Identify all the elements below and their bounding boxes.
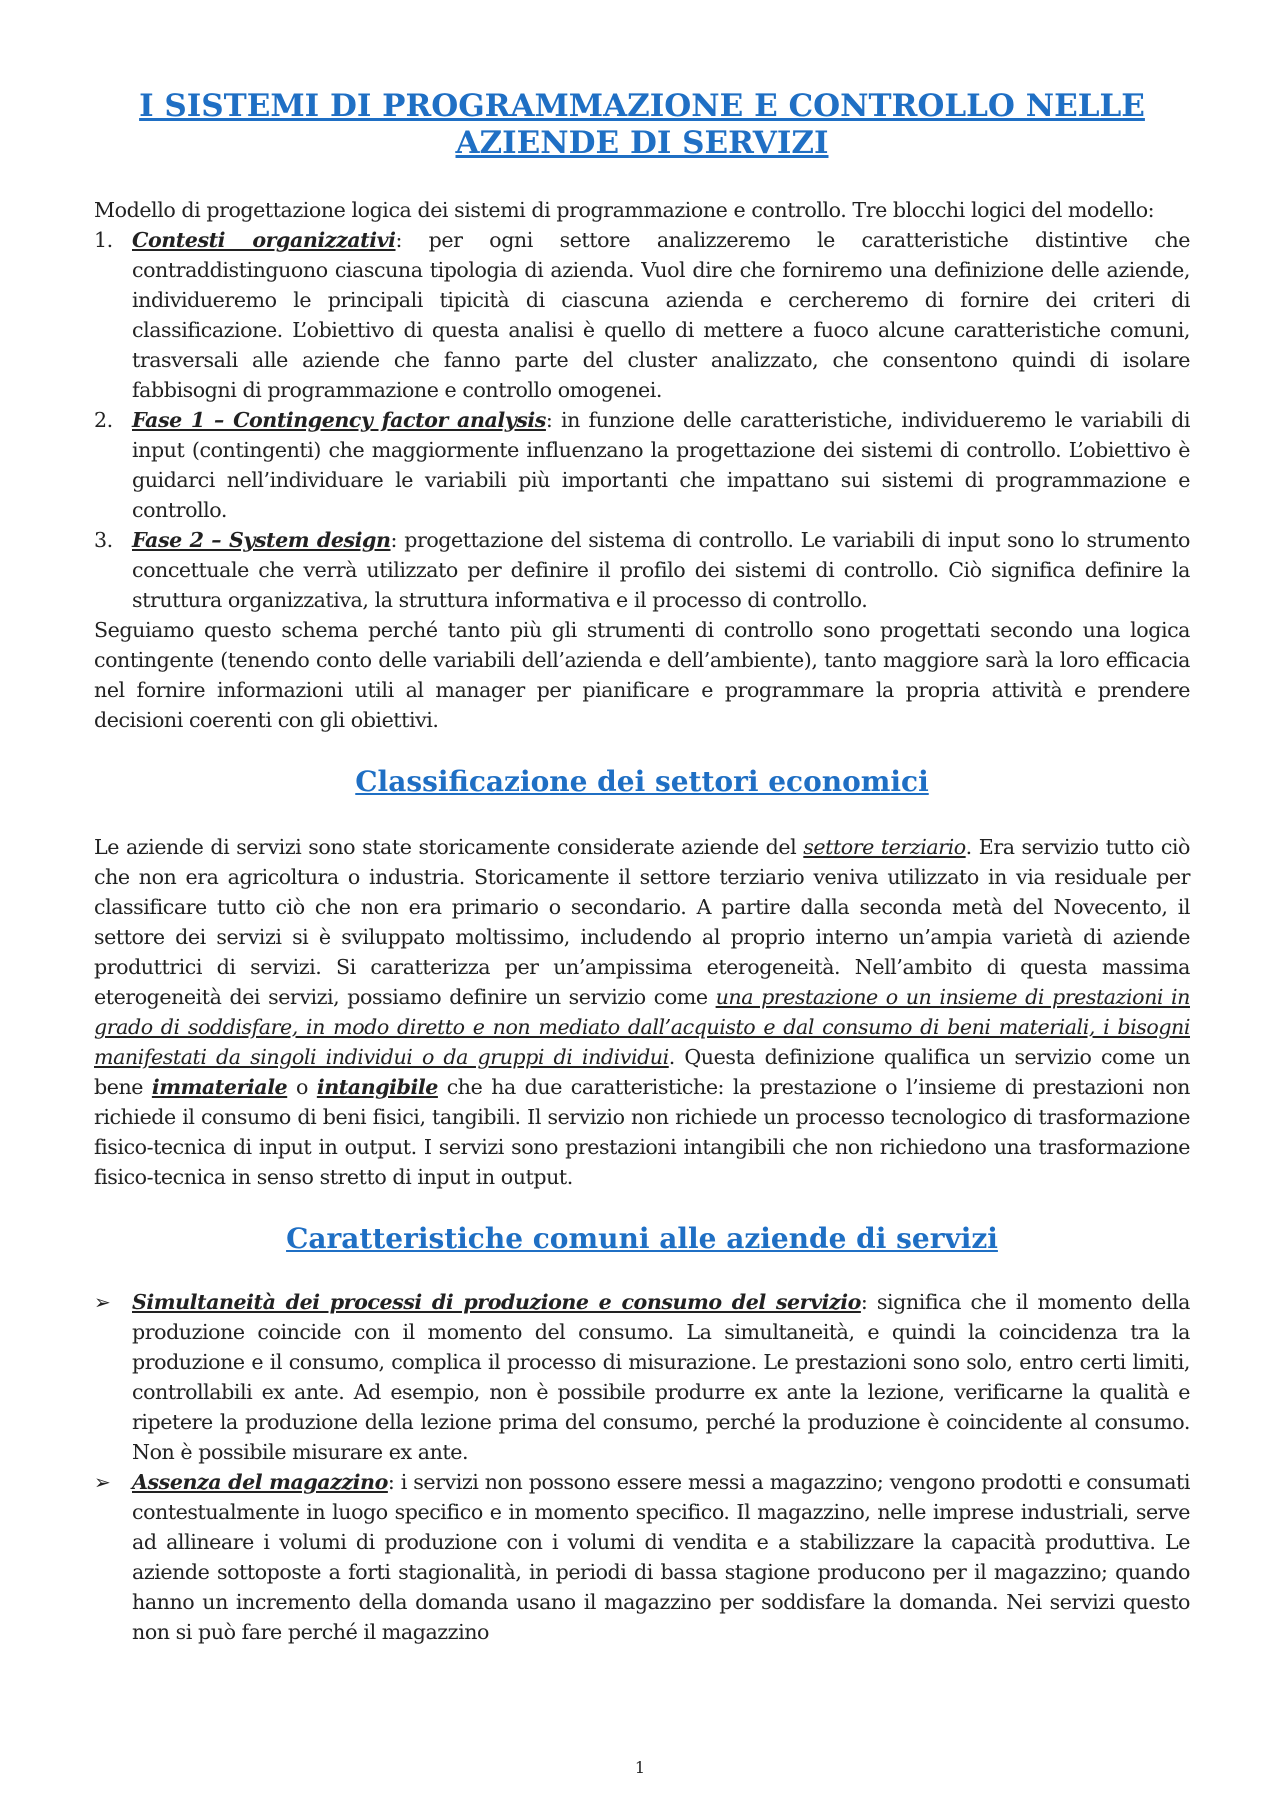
list-term: Contesti organizzativi (132, 228, 396, 252)
text-run: Le aziende di servizi sono state storicamente considerate aziende del (94, 835, 804, 859)
list-item (94, 405, 1190, 525)
schema-paragraph: Seguiamo questo schema perché tanto più gli strumenti di controllo sono progettati secondo una logica contingente (tenendo conto delle variabili dell’azienda e dell’ambiente), tanto maggiore sarà la loro efficacia nel fornire informazioni utili al manager per pianificare e programmare la propria attività e prendere decisioni coerenti con gli obiettivi. (94, 618, 1190, 732)
list-term: Simultaneità dei processi di produzione e consumo del servizio (132, 1290, 861, 1314)
text-run: . Questa definizione qualifica un servizio come un bene (94, 1045, 1191, 1099)
classification-paragraph (94, 832, 1190, 1192)
document-title: I SISTEMI DI PROGRAMMAZIONE E CONTROLLO NELLE AZIENDE DI SERVIZI (139, 88, 1145, 161)
section-heading-classificazione: Classificazione dei settori economici (355, 765, 929, 798)
arrow-bullet-icon: ➢ (94, 1290, 111, 1314)
text-run: . Era servizio tutto ciò che non era agricoltura o industria. Storicamente il settore terziario veniva utilizzato in via residuale per classificare tutto ciò che non era primario o secondario. A partire dalla seconda metà del Novecento, il settore dei servizi si è sviluppato moltissimo, includendo al proprio interno un’ampia varietà di aziende produttrici di servizi. Si caratterizza per un’ampissima eterogeneità. Nell’ambito di questa massima eterogeneità dei servizi, possiamo definire un servizio come (94, 835, 1191, 1009)
page-number: 1 (634, 1758, 646, 1777)
list-number: 2. (94, 408, 113, 432)
list-text: : i servizi non possono essere messi a magazzino; vengono prodotti e consumati contestualmente in luogo specifico e in momento specifico. Il magazzino, nelle imprese industriali, serve ad allineare i volumi di produzione con i volumi di vendita e a stabilizzare la capacità produttiva. Le aziende sottoposte a forti stagionalità, in periodi di bassa stagione producono per il magazzino; quando hanno un incremento della domanda usano il magazzino per soddisfare la domanda. Nei servizi questo non si può fare perché il magazzino (132, 1470, 1190, 1644)
list-term: Fase 2 – System design (132, 528, 391, 552)
service-definition: una prestazione o un insieme di prestazioni in grado di soddisfare, in modo diretto e non mediato dall’acquisto e dal consumo di beni materiali, i bisogni manifestati da singoli individui o da gruppi di individui (94, 985, 1190, 1069)
page-content (94, 88, 1190, 1647)
list-number: 3. (94, 528, 113, 552)
intangibile-term: intangibile (316, 1075, 438, 1099)
list-item (94, 1287, 1190, 1467)
arrow-bullet-icon: ➢ (94, 1470, 111, 1494)
immateriale-term: immateriale (151, 1075, 288, 1099)
list-item (94, 225, 1190, 405)
list-text: : progettazione del sistema di controllo. Le variabili di input sono lo strumento concettuale che verrà utilizzato per definire il profilo dei sistemi di controllo. Ciò significa definire la struttura organizzativa, la struttura informativa e il processo di controllo. (132, 528, 1191, 612)
list-text: : per ogni settore analizzeremo le caratteristiche distintive che contraddistinguono ciascuna tipologia di azienda. Vuol dire che forniremo una definizione delle aziende, individueremo le principali tipicità di ciascuna azienda e cercheremo di fornire dei criteri di classificazione. L’obiettivo di questa analisi è quello di mettere a fuoco alcune caratteristiche comuni, trasversali alle aziende che fanno parte del cluster analizzato, che consentono quindi di isolare fabbisogni di programmazione e controllo omogenei. (132, 228, 1190, 402)
list-text: : significa che il momento della produzione coincide con il momento del consumo. La simultaneità, e quindi la coincidenza tra la produzione e il consumo, complica il processo di misurazione. Le prestazioni sono solo, entro certi limiti, controllabili ex ante. Ad esempio, non è possibile produrre ex ante la lezione, verificarne la qualità e ripetere la produzione della lezione prima del consumo, perché la produzione è coincidente al consumo. Non è possibile misurare ex ante. (132, 1290, 1190, 1464)
text-run: che ha due caratteristiche: la prestazione o l’insieme di prestazioni non richiede il consumo di beni fisici, tangibili. Il servizio non richiede un processo tecnologico di trasformazione fisico-tecnica di input in output. I servizi sono prestazioni intangibili che non richiedono una trasformazione fisico-tecnica in senso stretto di input in output. (94, 1075, 1190, 1189)
section-heading-caratteristiche: Caratteristiche comuni alle aziende di servizi (286, 1222, 998, 1255)
characteristics-list (94, 1287, 1190, 1647)
settore-terziario-term: settore terziario (803, 835, 966, 859)
list-term: Assenza del magazzino (132, 1470, 388, 1494)
list-item (94, 1467, 1190, 1647)
intro-paragraph: Modello di progettazione logica dei sistemi di programmazione e controllo. Tre blocchi logici del modello: (94, 198, 1155, 222)
text-run: o (287, 1075, 317, 1099)
list-number: 1. (94, 228, 113, 252)
logical-blocks-list (94, 225, 1190, 615)
list-text: : in funzione delle caratteristiche, individueremo le variabili di input (contingenti) che maggiormente influenzano la progettazione dei sistemi di controllo. L’obiettivo è guidarci nell’individuare le variabili più importanti che impattano sui sistemi di programmazione e controllo. (132, 408, 1190, 522)
list-term: Fase 1 – Contingency factor analysis (132, 408, 546, 432)
list-item (94, 525, 1190, 615)
